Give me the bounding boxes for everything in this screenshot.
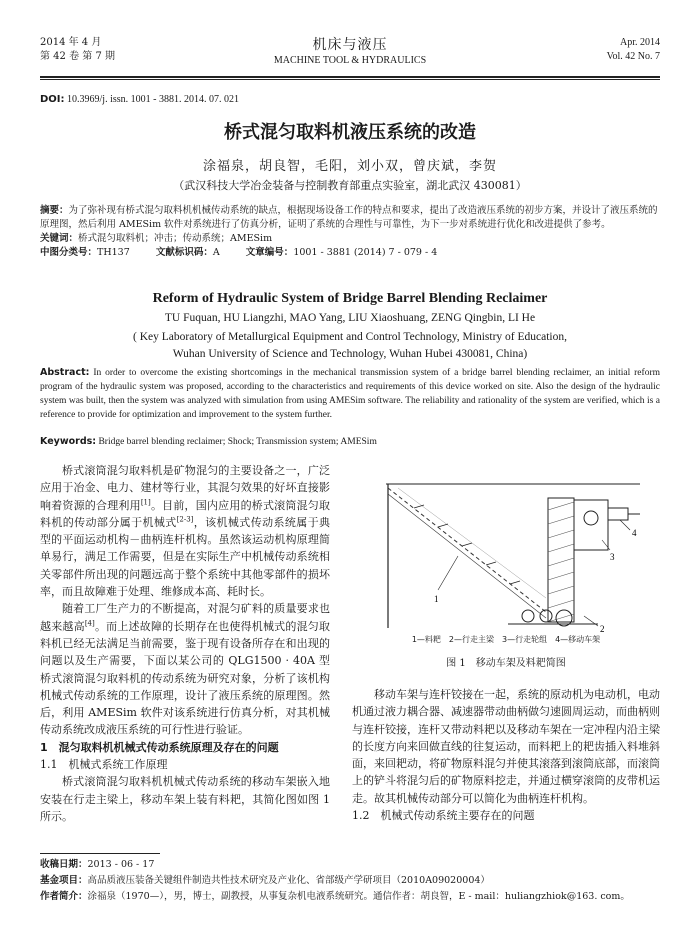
abstract-en (40, 366, 660, 422)
citation-2-3: [2-3] (176, 515, 194, 524)
journal-name-en: MACHINE TOOL & HYDRAULICS (273, 55, 427, 66)
abstract-en-label: Abstract: (40, 367, 90, 378)
section-1-heading: 1 混匀取料机机械式传动系统原理及存在的问题 (40, 740, 279, 754)
header-date-en: Apr. 2014 (620, 37, 660, 48)
body-column-right (352, 686, 660, 824)
figure-label-1: 1 (434, 594, 439, 604)
doi-line (40, 94, 239, 105)
keywords-cn (40, 232, 660, 246)
paper-title-cn: 桥式混匀取料机液压系统的改造 (224, 122, 476, 143)
article-no-label: 文章编号： (245, 247, 294, 258)
header-date-cn: 2014 年 4 月 (40, 37, 102, 48)
affiliation-en-line2: Wuhan University of Science and Technology, Wuhan Hubei 430081, China) (172, 348, 528, 360)
abstract-en-text: In order to overcome the existing shortcomings in the mechanical transmission system of a bridge barrel blending reclaimer, an initial reform program of the hydraulic system was proposed, according to the characteristics and requirements of this device worked on site. Also the design of the hydraulic system was built, then the system was analyzed with simulation from using AMESim software. The reliability and rationality of the system are verified, which is a reference to provide for optimization and improvement to the system further. (40, 368, 660, 420)
doi-label: DOI: (40, 94, 65, 105)
cls-value: TH137 (97, 247, 130, 258)
classification-line (40, 246, 660, 260)
footnote-author (40, 890, 660, 904)
affiliation-en-line1: ( Key Laboratory of Metallurgical Equipment and Control Technology, Ministry of Education, (133, 331, 567, 343)
figure-label-4: 4 (632, 528, 637, 538)
section-1-1-paragraph: 桥式滚筒混匀取料机机械式传动系统的移动车架嵌入地安装在行走主梁上，移动车架上装有料耙，其简化图如图 1 所示。 (40, 775, 330, 823)
cls-label: 中图分类号： (40, 247, 98, 258)
paper-title-en: Reform of Hydraulic System of Bridge Barrel Blending Reclaimer (152, 291, 548, 306)
journal-name-cn: 机床与液压 (312, 37, 388, 53)
header-issue-en (607, 36, 660, 64)
header-journal (40, 36, 660, 68)
keywords-cn-label: 关键词： (40, 233, 79, 244)
fund-label: 基金项目： (40, 875, 88, 886)
authors-en: TU Fuquan, HU Liangzhi, MAO Yang, LIU Xiaoshuang, ZENG Qingbin, LI He (164, 312, 536, 324)
figure-1-drawing (358, 478, 658, 634)
fund-text: 高品质液压装备关键组件制造共性技术研究及产业化、省部级产学研项目（2010A09020004） (87, 875, 490, 886)
article-no-value: 1001 - 3881 (2014) 7 - 079 - 4 (293, 247, 438, 258)
section-1-1-heading: 1.1 机械式系统工作原理 (40, 758, 168, 772)
intro-paragraph-1: 桥式滚筒混匀取料机是矿物混匀的主要设备之一，广泛应用于冶金、电力、建材等行业，其混匀效果的好坏直接影响着资源的合理利用[1]。目前，国内应用的桥式滚筒混匀取料机的传动部分属于机械式[2-3]，该机械式传动系统属于典型的平面运动机构－曲柄连杆机构。虽然该运动机构原理简单易行，满足工作需要，但是在实际生产中机械传动系统相关零部件所出现的问题远高于整个系统中其他零部件的损坏率，而且故障难于处理、维修成本高、耗时长。 (40, 464, 331, 599)
citation-4: [4] (84, 619, 95, 628)
header-volume-cn: 第 42 卷 第 7 期 (40, 51, 115, 62)
figure-1 (358, 478, 658, 654)
body-column-left (40, 462, 330, 825)
running-header (40, 36, 660, 72)
abstract-cn-label: 摘要： (40, 205, 69, 216)
doc-code-label: 文献标识码： (155, 247, 213, 258)
figure-label-2: 2 (600, 624, 605, 634)
keywords-cn-text: 桥式混匀取料机；冲击；传动系统；AMESim (78, 233, 273, 244)
header-volume-en: Vol. 42 No. 7 (606, 51, 660, 62)
abstract-cn-body (40, 204, 660, 232)
author-bio-label: 作者简介： (40, 891, 88, 902)
abstract-cn (40, 204, 660, 260)
received-label: 收稿日期： (40, 859, 88, 870)
section-1-2-heading: 1.2 机械式传动系统主要存在的问题 (352, 809, 535, 823)
doc-code-value: A (212, 247, 220, 258)
footnote-rule (40, 853, 160, 854)
section-1-1-paragraph-2: 移动车架与连杆铰接在一起，系统的原动机为电动机，电动机通过液力耦合器、减速器带动曲柄做匀速圆周运动，而曲柄则与连杆铰接，连杆又带动料耙以及移动车架在一定冲程内沿主梁的长度方向来回做直线的往复运动，而料耙上的耙齿插入料堆斜面，来回耙动，将矿物原料混匀并使其滚落到滚筒底部，而滚筒上的铲斗将混匀后的矿物原料挖走，并通过横穿滚筒的皮带机运走。故其机械传动部分可以简化为曲柄连杆机构。 (352, 688, 660, 805)
figure-1-caption: 图 1 移动车架及料耙简图 (446, 658, 566, 669)
intro-paragraph-2: 随着工厂生产力的不断提高，对混匀矿料的质量要求也越来越高[4]。而上述故障的长期存在也使得机械式的混匀取料机已经无法满足当前需要，鉴于现有设备所存在和出现的问题以及生产需要，下面以某公司的 QLG1500 · 40A 型桥式滚筒混匀取料机的传动系统为研究对象，分析了该机构机械式传动系统的工作原理，设计了液压系统的原理图。然后，利用 AMESim 软件对该系统进行仿真分析，对其机械传动系统改成液压系统的可行性进行验证。 (40, 602, 330, 737)
figure-label-3: 3 (610, 552, 615, 562)
keywords-en-label: Keywords: (40, 436, 97, 447)
affiliation-cn: （武汉科技大学冶金装备与控制教育部重点实验室，湖北武汉 430081） (173, 179, 527, 192)
footnote-received (40, 858, 660, 872)
abstract-cn-text: 为了弥补现有桥式混匀取料机机械传动系统的缺点，根据现场设备工作的特点和要求，提出了改造液压系统的初步方案，并设计了液压系统的原理图，然后利用 AMESim 软件对系统进行了仿真分析，证明了系统的合理性与可靠性，为下一步对系统进行优化和改进提供了参考。 (40, 205, 658, 230)
citation-1: [1] (140, 497, 151, 506)
keywords-en (40, 436, 660, 447)
header-rule-thick (40, 76, 660, 78)
keywords-en-text: Bridge barrel blending reclaimer; Shock; Transmission system; AMESim (98, 437, 377, 447)
header-rule-thin (40, 79, 660, 80)
received-date: 2013 - 06 - 17 (87, 859, 155, 870)
footnote-fund (40, 874, 660, 888)
doi-value: 10.3969/j. issn. 1001 - 3881. 2014. 07. 021 (67, 94, 239, 105)
author-bio-text: 涂福泉（1970—），男，博士，副教授，从事复杂机电液系统研究。通信作者：胡良智，E - mail：huliangzhiok@163. com。 (87, 891, 630, 902)
authors-cn: 涂福泉，胡良智，毛阳，刘小双，曾庆斌，李贺 (202, 159, 497, 174)
figure-1-legend: 1—料耙 2—行走主梁 3—行走轮组 4—移动车架 (411, 635, 601, 644)
